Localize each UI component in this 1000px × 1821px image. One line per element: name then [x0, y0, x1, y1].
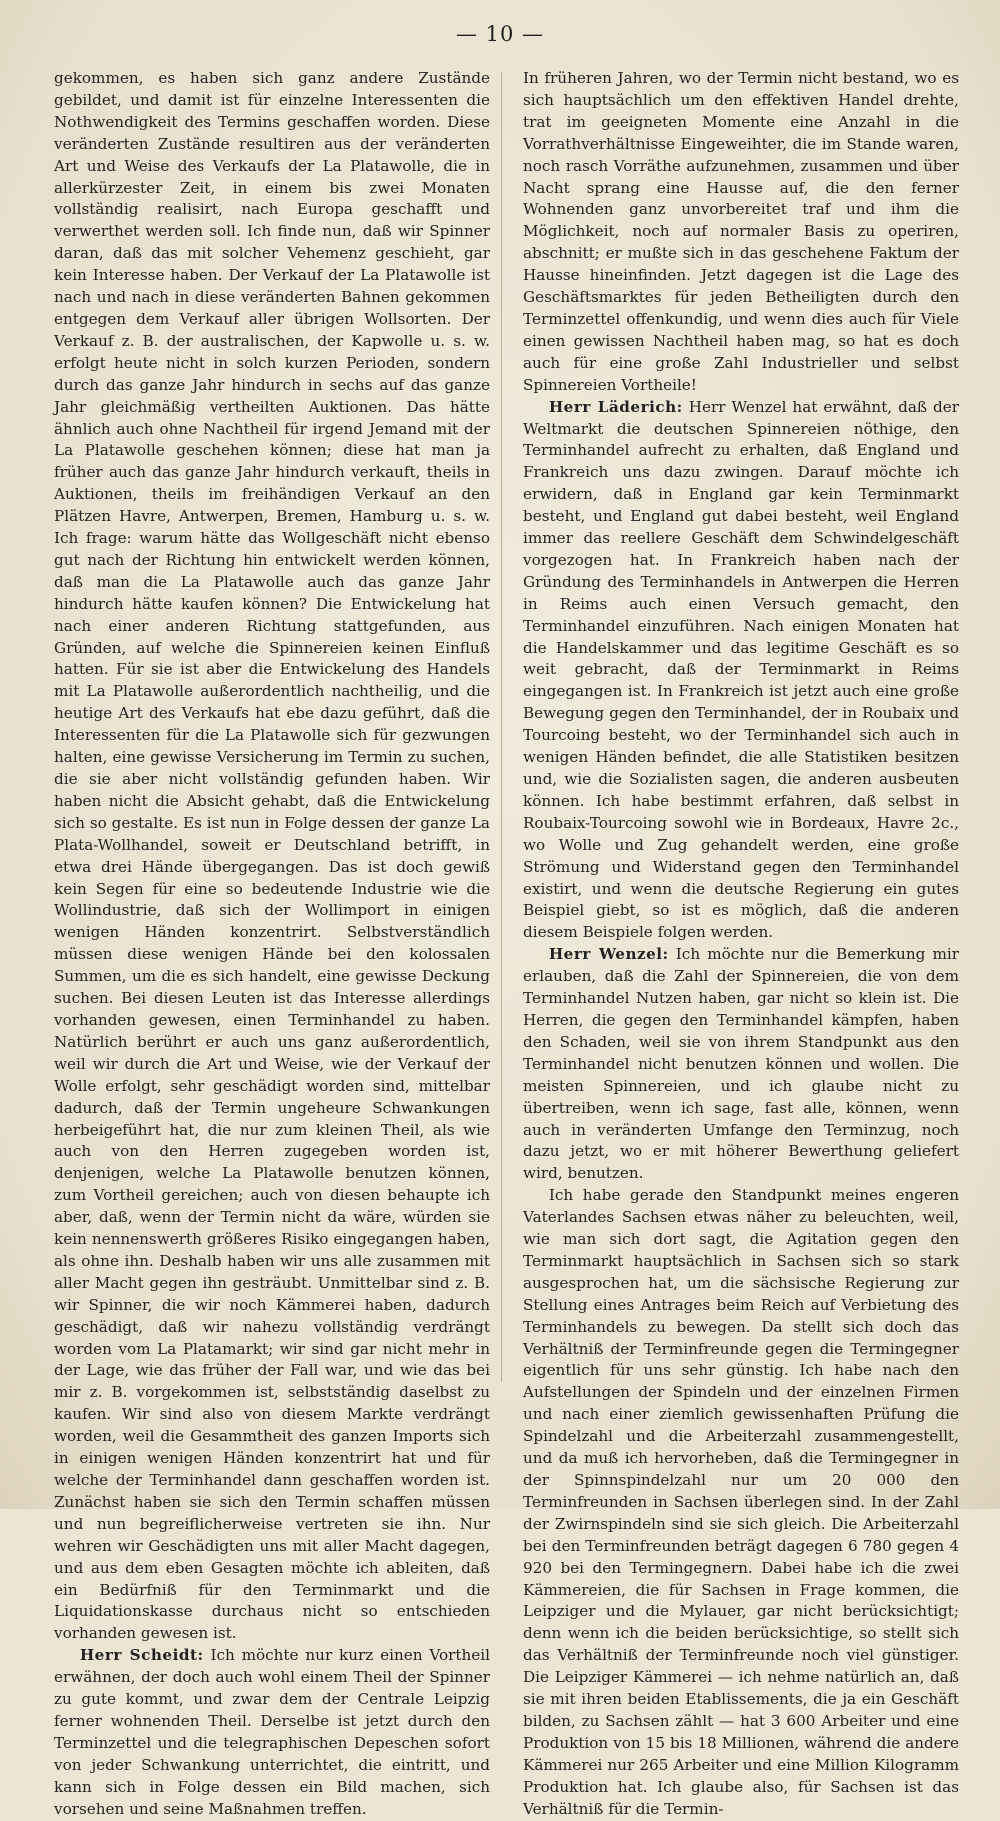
- paragraph: [523, 397, 959, 945]
- paragraph: In früheren Jahren, wo der Termin nicht bestand, wo es sich hauptsächlich um den effektiven Handel drehte, trat im geeigneten Momente eine Anzahl in die Vorrathverhältnisse Eingeweihter, die im Stande waren, noch rasch Vorräthe aufzunehmen, zusammen und über Nacht sprang eine Hausse auf, die den ferner Wohnenden ganz unvorbereitet traf und ihm die Möglichkeit, noch auf normaler Basis zu operiren, abschnitt; er mußte sich in das geschehene Faktum der Hausse hineinfinden. Jetzt dagegen ist die Lage des Geschäftsmarktes für jeden Betheiligten durch den Terminzettel offenkundig, und wenn dies auch für Viele einen gewissen Nachtheil haben mag, so hat es doch auch für eine große Zahl Industrieller und selbst Spinnereien Vortheile!: [523, 69, 959, 394]
- speaker-name: Herr Läderich:: [548, 397, 683, 416]
- paragraph: [54, 1645, 490, 1820]
- speech-text: Ich möchte nur kurz einen Vortheil erwähnen, der doch auch wohl einem Theil der Spinner zu gute kommt, und zwar dem der Centrale Leipzig ferner wohnenden Theil. Derselbe ist jetzt durch den Terminzettel und die telegraphischen Depeschen sofort von jeder Schwankung unterrichtet, die eintritt, und kann sich in Folge dessen ein Bild machen, sich vorsehen und seine Maßnahmen treffen.: [54, 1646, 490, 1818]
- speech-text: Ich möchte nur die Bemerkung mir erlauben, daß die Zahl der Spinnereien, die von dem Terminhandel Nutzen haben, gar nicht so klein ist. Die Herren, die gegen den Terminhandel kämpfen, haben den Schaden, weil sie von ihrem Standpunkt aus den Terminhandel nicht benutzen können und wollen. Die meisten Spinnereien, und ich glaube nicht zu übertreiben, wenn ich sage, fast alle, können, wenn auch in veränderten Umfange den Terminzug, noch dazu jetzt, wo er mit höherer Bewerthung geliefert wird, benutzen.: [523, 945, 959, 1183]
- speaker-name: Herr Scheidt:: [79, 1646, 204, 1665]
- paragraph: Ich habe gerade den Standpunkt meines engeren Vaterlandes Sachsen etwas näher zu beleuchten, weil, wie man sich dort sagt, die Agitation gegen den Terminmarkt hauptsächlich in Sachsen sich so stark ausgesprochen hat, um die sächsische Regierung zur Stellung eines Antrages beim Reich auf Verbietung des Terminhandels zu bewegen. Da stellt sich doch das Verhältniß der Terminfreunde gegen die Termingegner eigentlich für uns sehr günstig. Ich habe nach den Aufstellungen der Spindeln und der einzelnen Firmen und nach einer ziemlich gewissenhaften Prüfung die Spindelzahl und die Arbeiterzahl zusammengestellt, und da muß ich hervorheben, daß die Termingegner in der Spinnspindelzahl nur um 20 000 den Terminfreunden in Sachsen überlegen sind. In der Zahl der Zwirnspindeln sind sie sich gleich. Die Arbeiterzahl bei den Terminfreunden beträgt dagegen 6 780 gegen 4 920 bei den Termingegnern. Dabei habe ich die zwei Kämmereien, die für Sachsen in Frage kommen, die Leipziger und die Mylauer, gar nicht berücksichtigt; denn wenn ich die beiden berücksichtige, so stellt sich das Verhältniß der Terminfreunde noch viel günstiger. Die Leipziger Kämmerei — ich nehme natürlich an, daß sie mit ihren beiden Etablissements, die ja ein Geschäft bilden, zu Sachsen zählt — hat 3 600 Arbeiter und eine Produktion von 15 bis 18 Millionen, während die andere Kämmerei nur 265 Arbeiter und eine Million Kilogramm Produktion hat. Ich glaube also, für Sachsen ist das Verhältniß für die Termin-: [523, 1186, 959, 1818]
- right-column: [523, 68, 959, 1821]
- left-column: [54, 68, 490, 1821]
- paragraph: gekommen, es haben sich ganz andere Zustände gebildet, und damit ist für einzelne Interessenten die Nothwendigkeit des Termins geschaffen worden. Diese veränderten Zustände resultiren aus der veränderten Art und Weise des Verkaufs der La Platawolle, die in allerkürzester Zeit, in einem bis zwei Monaten vollständig realisirt, nach Europa geschafft und verwerthet werden soll. Ich finde nun, daß wir Spinner daran, daß das mit solcher Vehemenz geschieht, gar kein Interesse haben. Der Verkauf der La Platawolle ist nach und nach in diese veränderten Bahnen gekommen entgegen dem Verkauf aller übrigen Wollsorten. Der Verkauf z. B. der australischen, der Kapwolle u. s. w. erfolgt heute nicht in solch kurzen Perioden, sondern durch das ganze Jahr hindurch in sechs auf das ganze Jahr gleichmäßig vertheilten Auktionen. Das hätte ähnlich auch ohne Nachtheil für irgend Jemand mit der La Platawolle geschehen können; diese hat man ja früher auch das ganze Jahr hindurch verkauft, theils in Auktionen, theils im freihändigen Verkauf an den Plätzen Havre, Antwerpen, Bremen, Hamburg u. s. w. Ich frage: warum hätte das Wollgeschäft nicht ebenso gut nach der Richtung hin entwickelt werden können, daß man die La Platawolle auch das ganze Jahr hindurch hätte kaufen können? Die Entwickelung hat nach einer anderen Richtung stattgefunden, aus Gründen, auf welche die Spinnereien keinen Einfluß hatten. Für sie ist aber die Entwickelung des Handels mit La Platawolle außerordentlich nachtheilig, und die heutige Art des Verkaufs hat ebe dazu geführt, daß die Interessenten für die La Platawolle sich für gezwungen halten, eine gewisse Versicherung im Termin zu suchen, die sie aber nicht vollständig gefunden haben. Wir haben nicht die Absicht gehabt, daß die Entwickelung sich so gestalte. Es ist nun in Folge dessen der ganze La Plata-Wollhandel, soweit er Deutschland betrifft, in etwa drei Hände übergegangen. Das ist doch gewiß kein Segen für eine so bedeutende Industrie wie die Wollindustrie, daß sich der Wollimport in einigen wenigen Händen konzentrirt. Selbstverständlich müssen diese wenigen Hände bei den kolossalen Summen, um die es sich handelt, eine gewisse Deckung suchen. Bei diesen Leuten ist das Interesse allerdings vorhanden gewesen, einen Terminhandel zu haben. Natürlich berührt er auch uns ganz außerordentlich, weil wir durch die Art und Weise, wie der Verkauf der Wolle erfolgt, sehr geschädigt worden sind, mittelbar dadurch, daß der Termin ungeheure Schwankungen herbeigeführt hat, die nur zum kleinen Theil, als wie auch von den Herren zugegeben worden ist, denjenigen, welche La Platawolle benutzen können, zum Vortheil gereichen; auch von diesen behaupte ich aber, daß, wenn der Termin nicht da wäre, würden sie kein nennenswerth größeres Risiko eingegangen haben, als ohne ihn. Deshalb haben wir uns alle zusammen mit aller Macht gegen ihn gesträubt. Unmittelbar sind z. B. wir Spinner, die wir noch Kämmerei haben, dadurch geschädigt, daß wir nahezu vollständig verdrängt worden vom La Platamarkt; wir sind gar nicht mehr in der Lage, wie das früher der Fall war, und wie das bei mir z. B. vorgekommen ist, selbstständig daselbst zu kaufen. Wir sind also von diesem Markte verdrängt worden, weil die Gesammtheit des ganzen Imports sich in einigen wenigen Händen konzentrirt hat und für welche der Terminhandel dann geschaffen worden ist. Zunächst haben sie sich den Termin schaffen müssen und nun begreiflicherweise vertreten sie ihn. Nur wehren wir Geschädigten uns mit aller Macht dagegen, und aus dem eben Gesagten möchte ich ableiten, daß ein Bedürfniß für den Terminmarkt und die Liquidationskasse durchaus nicht so entschieden vorhanden gewesen ist.: [54, 69, 490, 1643]
- page-number: — 10 —: [455, 22, 545, 46]
- paragraph: [523, 944, 959, 1185]
- speech-text: Herr Wenzel hat erwähnt, daß der Weltmarkt die deutschen Spinnereien nöthige, den Terminhandel aufrecht zu erhalten, daß England und Frankreich uns dazu zwingen. Darauf möchte ich erwidern, daß in England gar kein Terminmarkt besteht, und England gut dabei besteht, weil England immer das reellere Geschäft dem Schwindelgeschäft vorgezogen hat. In Frankreich haben nach der Gründung des Terminhandels in Antwerpen die Herren in Reims auch einen Versuch gemacht, den Terminhandel einzuführen. Nach einigen Monaten hat die Handelskammer und das legitime Geschäft es so weit gebracht, daß der Terminmarkt in Reims eingegangen ist. In Frankreich ist jetzt auch eine große Bewegung gegen den Terminhandel, der in Roubaix und Tourcoing besteht, wo der Terminhandel sich auch in wenigen Händen befindet, die alle Statistiken besitzen und, wie die Sozialisten sagen, die anderen ausbeuten können. Ich habe bestimmt erfahren, daß selbst in Roubaix-Tourcoing sowohl wie in Bordeaux, Havre 2c., wo Wolle und Zug gehandelt werden, eine große Strömung und Widerstand gegen den Terminhandel existirt, und wenn die deutsche Regierung ein gutes Beispiel giebt, so ist es möglich, daß die anderen diesem Beispiele folgen werden.: [523, 397, 959, 942]
- column-divider: [501, 72, 502, 1382]
- speaker-name: Herr Wenzel:: [548, 945, 669, 964]
